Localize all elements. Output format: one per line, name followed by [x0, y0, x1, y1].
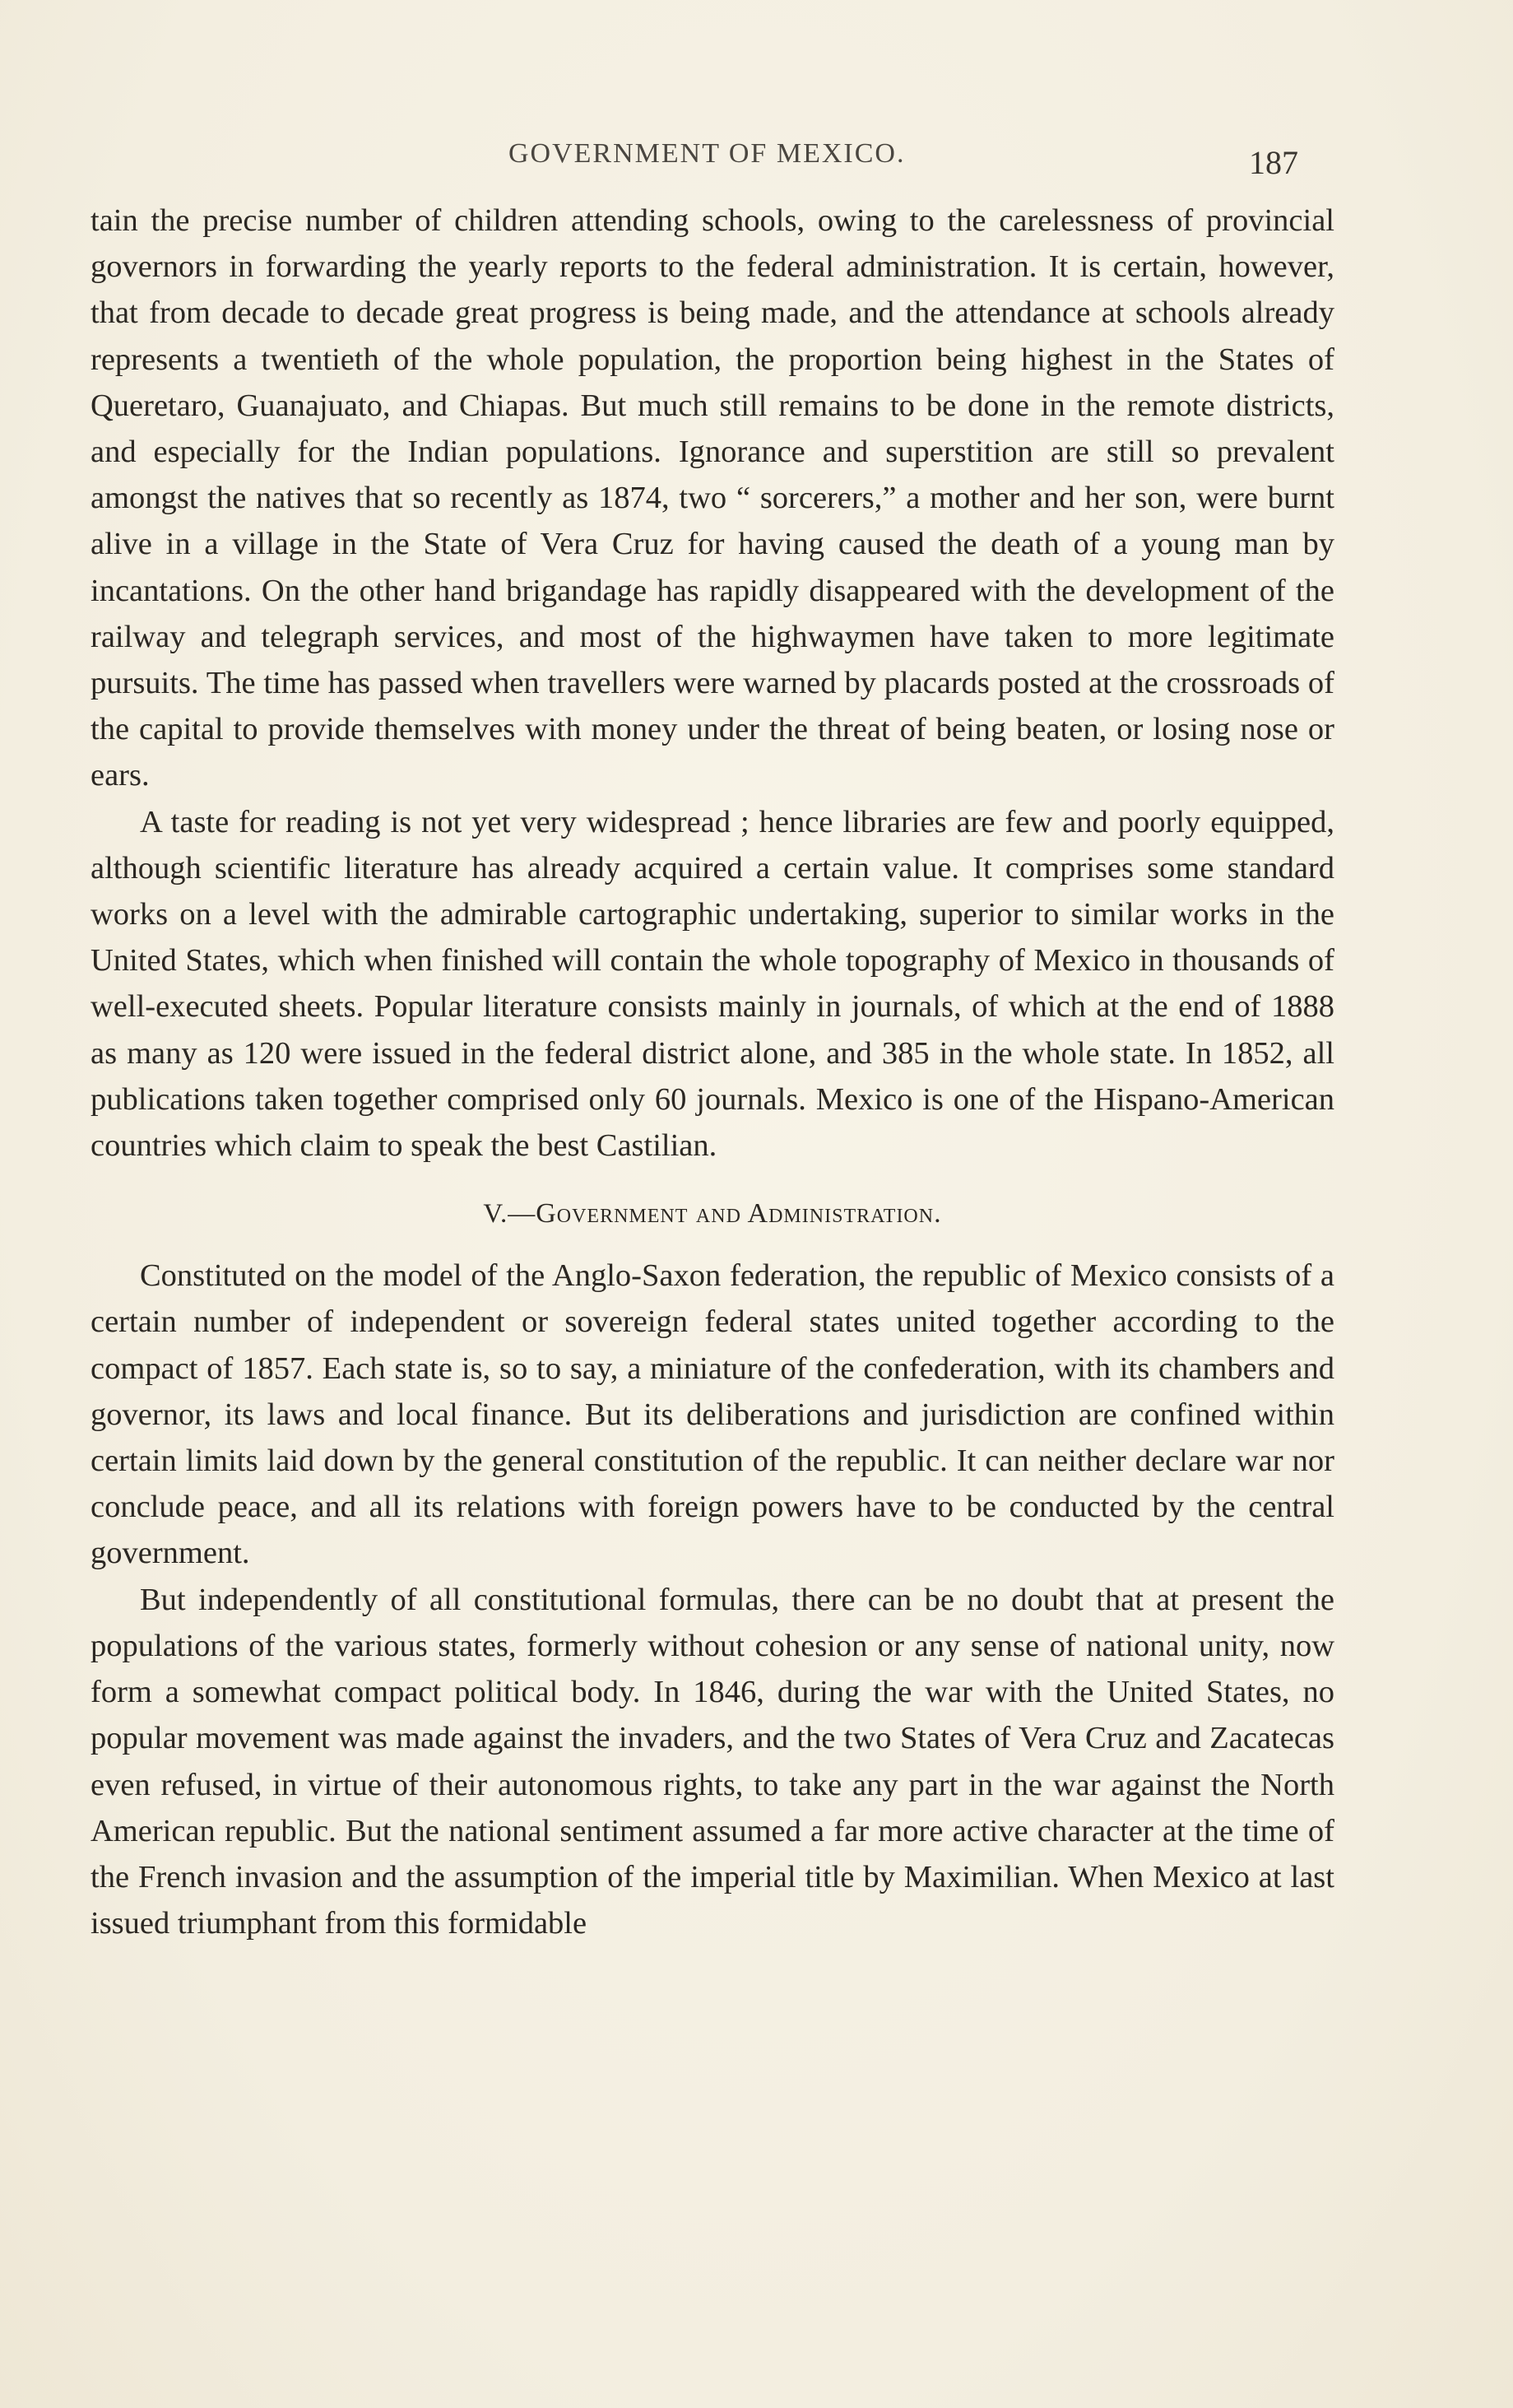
paragraph-constitution: Constituted on the model of the Anglo-Saxon federation, the republic of Mexico consists of a certain number of independent or sovereign federal states united together according to the compact of 1857. Each state is, so to say, a miniature of the confederation, with its chambers and governor, its laws and local finance. But its deliberations and jurisdiction are confined within certain limits laid down by the general constitution of the republic. It can neither declare war nor conclude peace, and all its relations with foreign powers have to be conducted by the central government. [91, 1258, 1334, 1571]
paragraph-literature: A taste for reading is not yet very widespread ; hence libraries are few and poorly equipped, although scientific literature has already acquired a certain value. It comprises some standard works on a level with the admirable cartographic undertaking, superior to similar works in the United States, which when finished will contain the whole topography of Mexico in thousands of well-executed sheets. Popular literature consists mainly in journals, of which at the end of 1888 as many as 120 were issued in the federal district alone, and 385 in the whole state. In 1852, all publications taken together comprised only 60 journals. Mexico is one of the Hispano-American countries which claim to speak the best Castilian. [91, 804, 1334, 1164]
page-number: 187 [1249, 144, 1298, 181]
section-heading [91, 1193, 1334, 1234]
section-numeral: V.— [483, 1199, 536, 1230]
running-title: GOVERNMENT OF MEXICO. [508, 138, 906, 169]
paragraph-national-unity: But independently of all constitutional formulas, there can be no doubt that at present the populations of the various states, formerly without cohesion or any sense of national unity, now form a somewhat compact political body. In 1846, during the war with the United States, no popular movement was made against the invaders, and the two States of Vera Cruz and Zacatecas even refused, in virtue of their autonomous rights, to take any part in the war against the North American republic. But the national sentiment assumed a far more active character at the time of the French invasion and the assumption of the imperial title by Maximilian. When Mexico at last issued triumphant from this formidable [91, 1582, 1334, 1941]
body-text [91, 198, 1334, 1946]
running-header [0, 138, 1513, 188]
paragraph-continuation: tain the precise number of children attending schools, owing to the carelessness of provincial governors in forwarding the yearly reports to the federal administration. It is certain, however, that from decade to decade great progress is being made, and the attendance at schools already represents a twentieth of the whole population, the proportion being highest in the States of Queretaro, Guanajuato, and Chiapas. But much still remains to be done in the remote districts, and especially for the Indian populations. Ignorance and superstition are still so prevalent amongst the natives that so recently as 1874, two “ sorcerers,” a mother and her son, were burnt alive in a village in the State of Vera Cruz for having caused the death of a young man by incantations. On the other hand brigandage has rapidly disappeared with the development of the railway and telegraph services, and most of the highwaymen have taken to more legitimate pursuits. The time has passed when travellers were warned by placards posted at the crossroads of the capital to provide themselves with money under the threat of being beaten, or losing nose or ears. [91, 203, 1334, 793]
section-title: Government and Administration. [536, 1198, 942, 1230]
